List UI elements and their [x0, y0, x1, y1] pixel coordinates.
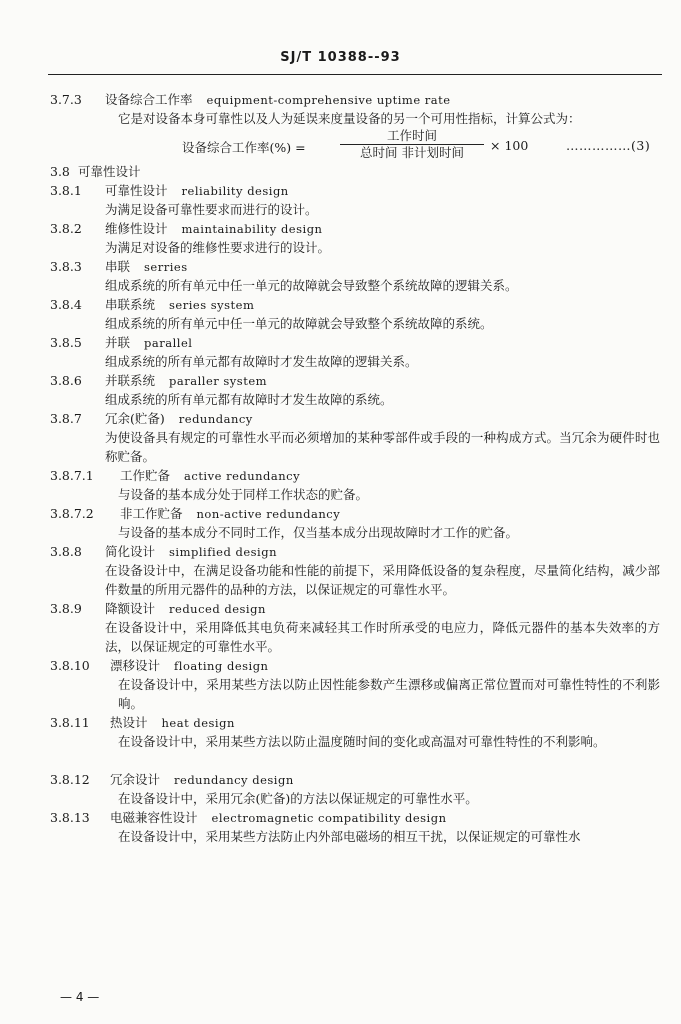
section-heading: [0, 371, 681, 390]
term-zh: 电磁兼容性设计: [110, 810, 198, 825]
term-en: parallel: [144, 336, 193, 350]
section-heading: [0, 808, 681, 827]
term-en: floating design: [174, 659, 269, 673]
term-en: active redundancy: [184, 469, 301, 483]
term-zh: 工作贮备: [120, 468, 171, 483]
term-zh: 设备综合工作率: [105, 92, 193, 107]
definition-text: 为满足对设备的维修性要求进行的设计。: [105, 240, 331, 255]
definition-text: 组成系统的所有单元都有故障时才发生故障的逻辑关系。: [105, 354, 418, 369]
formula-multiplier: × 100: [490, 138, 529, 153]
section-heading: [0, 466, 681, 485]
formula-numerator: 工作时间: [340, 128, 484, 145]
section-number: 3.8.9: [50, 601, 82, 616]
term-zh: 降额设计: [105, 601, 156, 616]
section-number: 3.8.7.2: [50, 506, 94, 521]
section-heading: [0, 542, 681, 561]
term-en: electromagnetic compatibility design: [211, 811, 447, 825]
term-en: maintainability design: [181, 222, 323, 236]
section-heading: [0, 162, 681, 181]
section-heading: [0, 770, 681, 789]
section-heading: [0, 295, 681, 314]
section-heading: [0, 599, 681, 618]
definition-text: 在设备设计中，采用冗余(贮备)的方法以保证规定的可靠性水平。: [118, 791, 478, 806]
term-zh: 热设计: [110, 715, 148, 730]
definition-text: 与设备的基本成分处于同样工作状态的贮备。: [118, 487, 369, 502]
section-number: 3.8.12: [50, 772, 90, 787]
definition-text: 在设备设计中，采用某些方法以防止因性能参数产生漂移或偏离正常位置而对可靠性特性的不利影响。: [118, 677, 660, 711]
section-heading: [0, 504, 681, 523]
section-heading: [0, 219, 681, 238]
term-en: serries: [144, 260, 188, 274]
definition-text: 为满足设备可靠性要求而进行的设计。: [105, 202, 318, 217]
term-en: equipment-comprehensive uptime rate: [206, 93, 451, 107]
section-heading: [0, 713, 681, 732]
section-heading: [0, 333, 681, 352]
term-zh: 冗余(贮备): [105, 411, 165, 426]
formula: [0, 128, 681, 162]
section-heading: [0, 257, 681, 276]
term-zh: 并联系统: [105, 373, 156, 388]
term-zh: 维修性设计: [105, 221, 168, 236]
section-number: 3.8.7: [50, 411, 82, 426]
term-zh: 串联系统: [105, 297, 156, 312]
term-zh: 可靠性设计: [78, 164, 141, 179]
section-number: 3.7.3: [50, 92, 82, 107]
term-en: reduced design: [169, 602, 266, 616]
term-en: redundancy design: [174, 773, 294, 787]
definition-text: 为使设备具有规定的可靠性水平而必须增加的某种零部件或手段的一种构成方式。当冗余为硬件时也称贮备。: [105, 430, 660, 464]
document-body: [0, 90, 681, 846]
section-number: 3.8.5: [50, 335, 82, 350]
definition-text: 在设备设计中，采用降低其电负荷来减轻其工作时所承受的电应力，降低元器件的基本失效率的方法，以保证规定的可靠性水平。: [105, 620, 660, 654]
header-divider: [48, 74, 662, 75]
definition-text: 在设备设计中，采用某些方法以防止温度随时间的变化或高温对可靠性特性的不利影响。: [118, 734, 606, 749]
term-zh: 非工作贮备: [120, 506, 183, 521]
section-heading: [0, 656, 681, 675]
term-en: reliability design: [181, 184, 289, 198]
section-number: 3.8.3: [50, 259, 82, 274]
definition-text: 组成系统的所有单元都有故障时才发生故障的系统。: [105, 392, 393, 407]
definition-text: 与设备的基本成分不同时工作，仅当基本成分出现故障时才工作的贮备。: [118, 525, 519, 540]
section-number: 3.8.11: [50, 715, 90, 730]
formula-lhs: 设备综合工作率(%) =: [182, 140, 306, 155]
section-heading: [0, 90, 681, 109]
term-en: series system: [169, 298, 255, 312]
definition-text: 组成系统的所有单元中任一单元的故障就会导致整个系统故障的系统。: [105, 316, 493, 331]
formula-fraction: [340, 128, 484, 161]
definition-text: 组成系统的所有单元中任一单元的故障就会导致整个系统故障的逻辑关系。: [105, 278, 518, 293]
section-heading: [0, 409, 681, 428]
section-number: 3.8.7.1: [50, 468, 94, 483]
page-header: SJ/T 10388--93: [280, 50, 401, 65]
section-number: 3.8.8: [50, 544, 82, 559]
term-en: redundancy: [178, 412, 253, 426]
definition-text: 它是对设备本身可靠性以及人为延误来度量设备的另一个可用性指标，计算公式为：: [118, 111, 581, 126]
term-zh: 可靠性设计: [105, 183, 168, 198]
section-number: 3.8: [50, 164, 70, 179]
section-number: 3.8.13: [50, 810, 90, 825]
section-number: 3.8.10: [50, 658, 90, 673]
term-en: paraller system: [169, 374, 268, 388]
formula-reference: ……………(3): [566, 138, 651, 153]
term-en: simplified design: [169, 545, 277, 559]
term-zh: 简化设计: [105, 544, 156, 559]
term-en: non-active redundancy: [196, 507, 341, 521]
definition-text: 在设备设计中，在满足设备功能和性能的前提下，采用降低设备的复杂程度，尽量简化结构，减少部件数量的所用元器件的品种的方法，以保证规定的可靠性水平。: [105, 563, 660, 597]
term-en: heat design: [161, 716, 235, 730]
section-number: 3.8.4: [50, 297, 82, 312]
term-zh: 串联: [105, 259, 131, 274]
term-zh: 冗余设计: [110, 772, 161, 787]
section-heading: [0, 181, 681, 200]
definition-text: 在设备设计中，采用某些方法防止内外部电磁场的相互干扰，以保证规定的可靠性水: [118, 829, 581, 844]
term-zh: 漂移设计: [110, 658, 161, 673]
term-zh: 并联: [105, 335, 131, 350]
page-number: — 4 —: [60, 990, 100, 1004]
formula-denominator: 总时间 非计划时间: [360, 145, 464, 160]
section-number: 3.8.6: [50, 373, 82, 388]
section-number: 3.8.2: [50, 221, 82, 236]
section-number: 3.8.1: [50, 183, 82, 198]
